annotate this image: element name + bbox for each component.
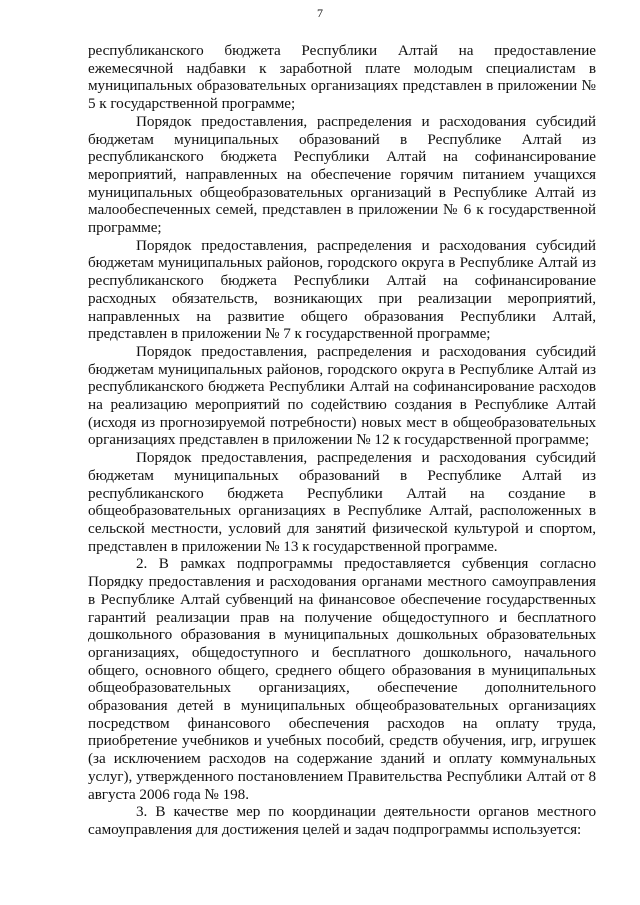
paragraph-item-2: 2. В рамках подпрограммы предоставляется субвенция согласно Порядку предоставления и расходования органами местного самоуправления в Республике Алтай субвенций на финансовое обеспечение государственных гарантий реализации прав на получение общедоступного и бесплатного дошкольного образования в муниципальных дошкольных образовательных организациях, общедоступного и бесплатного дошкольного, начального общего, основного общего, среднего общего образования в муниципальных общеобразовательных организациях, обеспечение дополнительного образования детей в муниципальных общеобразовательных организациях посредством финансового обеспечения расходов на оплату труда, приобретение учебников и учебных пособий, средств обучения, игр, игрушек (за исключением расходов на содержание зданий и оплату коммунальных услуг), утвержденного постановлением Правительства Республики Алтай от 8 августа 2006 года № 198.	[88, 555, 596, 803]
page-number: 7	[317, 6, 323, 20]
paragraph-appendix-7: Порядок предоставления, распределения и расходования субсидий бюджетам муниципальных районов, городского округа в Республике Алтай из республиканского бюджета Республики Алтай на софинансирование расходных обязательств, возникающих при реализации мероприятий, направленных на развитие общего образования Республики Алтай, представлен в приложении № 7 к государственной программе;	[88, 236, 596, 343]
paragraph-continuation: республиканского бюджета Республики Алтай на предоставление ежемесячной надбавки к заработной плате молодым специалистам в муниципальных образовательных организациях представлен в приложении № 5 к государственной программе;	[88, 42, 596, 113]
paragraph-appendix-6: Порядок предоставления, распределения и расходования субсидий бюджетам муниципальных образований в Республике Алтай из республиканского бюджета Республики Алтай на софинансирование мероприятий, направленных на обеспечение горячим питанием учащихся муниципальных общеобразовательных организаций в Республике Алтай из малообеспеченных семей, представлен в приложении № 6 к государственной программе;	[88, 112, 596, 237]
paragraph-appendix-13: Порядок предоставления, распределения и расходования субсидий бюджетам муниципальных образований в Республике Алтай из республиканского бюджета Республики Алтай на создание в общеобразовательных организациях в Республике Алтай, расположенных в сельской местности, условий для занятий физической культурой и спортом, представлен в приложении № 13 к государственной программе.	[88, 449, 596, 555]
paragraph-item-3: 3. В качестве мер по координации деятельности органов местного самоуправления для достижения целей и задач подпрограммы используется:	[88, 803, 596, 838]
paragraph-appendix-12: Порядок предоставления, распределения и расходования субсидий бюджетам муниципальных районов, городского округа в Республике Алтай из республиканского бюджета Республики Алтай на софинансирование расходов на реализацию мероприятий по содействию создания в Республике Алтай (исходя из прогнозируемой потребности) новых мест в общеобразовательных организациях представлен в приложении № 12 к государственной программе;	[88, 342, 596, 449]
document-body	[88, 42, 596, 839]
